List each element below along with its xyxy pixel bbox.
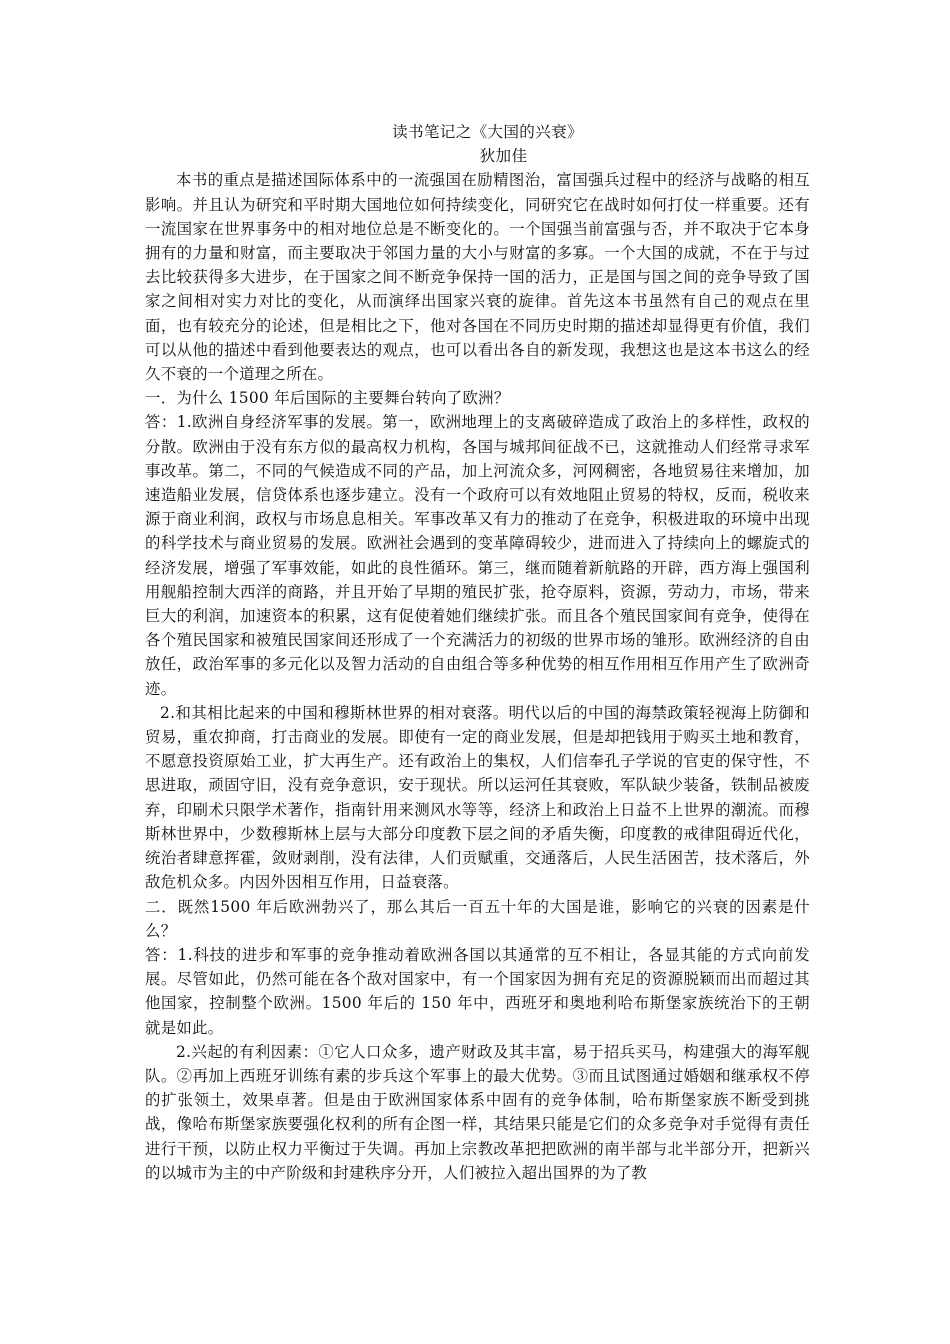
answer-two-part-two: 2.兴起的有利因素：①它人口众多，遗产财政及其丰富，易于招兵买马，构建强大的海军舰队。②再加上西班牙训练有素的步兵这个军事上的最大优势。③而且试图通过婚姻和继承权不停的扩张领土，效果卓著。但是由于欧洲国家体系中固有的竞争体制，哈布斯堡家族不断受到挑战，像哈布斯堡家族要强化权利的所有企图一样，其结果只能是它们的众多竞争对手觉得有责任进行干预，以防止权力平衡过于失调。再加上宗教改革把把欧洲的南半部与北半部分开，把新兴的以城市为主的中产阶级和封建秩序分开，人们被拉入超出国界的为了教 xyxy=(145,1042,810,1182)
answer-one-part-one: 答：1.欧洲自身经济军事的发展。第一，欧洲地理上的支离破碎造成了政治上的多样性，政权的分散。欧洲由于没有东方似的最高权力机构，各国与城邦间征战不已，这就推动人们经常寻求军事改革。第二，不同的气候造成不同的产品，加上河流众多，河网稠密，各地贸易往来增加，加速造船业发展，信贷体系也逐步建立。没有一个政府可以有效地阻止贸易的特权，反而，税收来源于商业利润，政权与市场息息相关。军事改革又有力的推动了在竞争，积极进取的环境中出现的科学技术与商业贸易的发展。欧洲社会遇到的变革障碍较少，进而进入了持续向上的螺旋式的经济发展，增强了军事效能，如此的良性循环。第三，继而随着新航路的开辟，西方海上强国利用舰船控制大西洋的商路，并且开始了早期的殖民扩张，抢夺原料，资源，劳动力，市场，带来巨大的利润，加速资本的积累，这有促使着她们继续扩张。而且各个殖民国家间有竞争，使得在各个殖民国家和被殖民国家间还形成了一个充满活力的初级的世界市场的雏形。欧洲经济的自由放任，政治军事的多元化以及智力活动的自由组合等多种优势的相互作用相互作用产生了欧洲奇迹。 xyxy=(145,413,810,698)
intro-paragraph: 本书的重点是描述国际体系中的一流强国在励精图治，富国强兵过程中的经济与战略的相互影响。并且认为研究和平时期大国地位如何持续变化，同研究它在战时如何打仗一样重要。还有一流国家在世界事务中的相对地位总是不断变化的。一个国强当前富强与否，并不取决于它本身拥有的力量和财富，而主要取决于邻国力量的大小与财富的多寡。一个大国的成就，不在于与过去比较获得多大进步，在于国家之间不断竞争保持一国的活力，正是国与国之间的竞争导致了国家之间相对实力对比的变化，从而演绎出国家兴衰的旋律。首先这本书虽然有自己的观点在里面，也有较充分的论述，但是相比之下，他对各国在不同历史时期的描述却显得更有价值，我们可以从他的描述中看到他要表达的观点，也可以看出各自的新发现，我想这也是这本书这么的经久不衰的一个道理之所在。 xyxy=(145,171,810,384)
answer-two-part-one: 答：1.科技的进步和军事的竞争推动着欧洲各国以其通常的互不相让，各显其能的方式向前发展。尽管如此，仍然可能在各个敌对国家中，有一个国家因为拥有充足的资源脱颖而出而超过其他国家，控制整个欧洲。1500 年后的 150 年中，西班牙和奥地利哈布斯堡家族统治下的王朝就是如此。 xyxy=(145,945,810,1037)
document-body xyxy=(145,120,810,1185)
answer-one-part-two: 2.和其相比起来的中国和穆斯林世界的相对衰落。明代以后的中国的海禁政策轻视海上防御和贸易，重农抑商，打击商业的发展。即使有一定的商业发展，但是却把钱用于购买土地和教育，不愿意投资原始工业，扩大再生产。还有政治上的集权，人们信奉孔子学说的官吏的保守性，不思进取，顽固守旧，没有竞争意识，安于现状。所以运河任其衰败，军队缺少装备，铁制品被废弃，印刷术只限学术著作，指南针用来测风水等等，经济上和政治上日益不上世界的潮流。而穆斯林世界中，少数穆斯林上层与大部分印度教下层之间的矛盾失衡，印度教的戒律阻碍近代化，统治者肆意挥霍，敛财剥削，没有法律，人们贡赋重，交通落后，人民生活困苦，技术落后，外敌危机众多。内因外因相互作用，日益衰落。 xyxy=(145,703,810,892)
question-one-heading: 一．为什么 1500 年后国际的主要舞台转向了欧洲？ xyxy=(145,389,510,408)
document-title: 读书笔记之《大国的兴衰》 xyxy=(392,123,583,141)
question-two-heading: 二．既然1500 年后欧洲勃兴了，那么其后一百五十年的大国是谁，影响它的兴衰的因素是什么？ xyxy=(145,897,810,940)
document-author: 狄加佳 xyxy=(479,147,528,166)
